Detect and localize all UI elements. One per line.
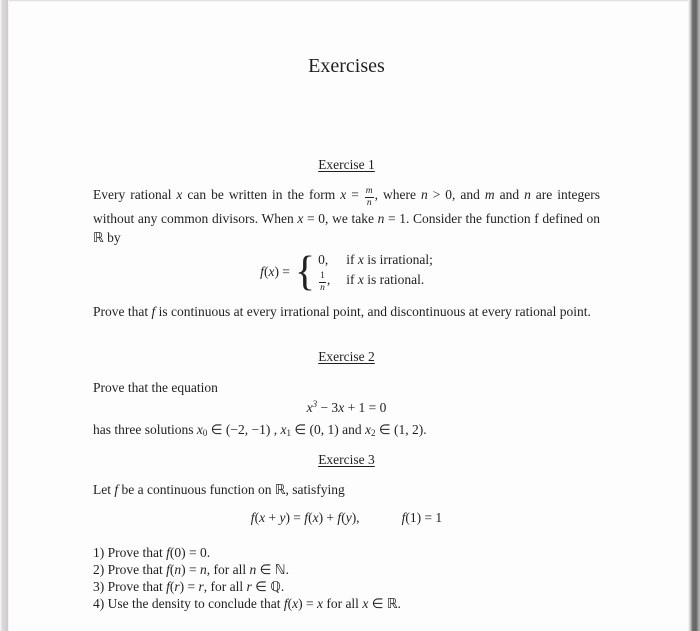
exercise-2-heading: Exercise 2: [318, 349, 375, 364]
left-brace: {: [294, 248, 316, 295]
exercise-1-prove-paragraph: Prove that f is continuous at every irrational point, and discontinuous at every rational point.: [93, 304, 591, 319]
list-item: 4) Use the density to conclude that f(x) = x for all x ∈ ℝ.: [93, 596, 401, 611]
list-item: 2) Prove that f(n) = n, for all n ∈ ℕ.: [93, 562, 289, 577]
piecewise-function-equation: [93, 250, 600, 294]
exercise-1-heading: Exercise 1: [318, 157, 375, 172]
case-2-condition: if x is rational.: [346, 272, 425, 287]
document-title: Exercises: [308, 55, 385, 77]
exercise-3-intro: Let f be a continuous function on ℝ, satisfying: [93, 482, 345, 497]
exercise-1-intro-paragraph: Every rational x can be written in the form x = $\frac{m}{n}$ , where n > 0, and m and n are integers without any common divisors. When x = 0, we take n = 1. Consider the function f defined on ℝ by: [93, 185, 601, 245]
exercise-3-task-list: [93, 544, 600, 612]
page-right-edge: [688, 0, 700, 631]
cubic-equation: $x^3 - 3x + 1 = 0$: [306, 399, 387, 415]
cases-rows: [318, 250, 433, 294]
list-item: 1) Prove that f(0) = 0.: [93, 545, 211, 560]
exercise-2-lead: Prove that the equation: [93, 380, 218, 395]
case-1-value: 0,: [318, 252, 329, 267]
page-left-edge: [0, 0, 9, 631]
case-2-value: $\frac{1}{n}$ ,: [320, 270, 331, 293]
exercise-3-heading: Exercise 3: [318, 452, 375, 467]
functional-equation: f(x + y) = f(x) + f(y), f(1) = 1: [250, 510, 443, 525]
exercise-2-solutions-line: has three solutions x0 ∈ (−2, −1) , x1 ∈ (0, 1) and x2 ∈ (1, 2).: [93, 422, 427, 438]
list-item: 3) Prove that f(r) = r, for all r ∈ ℚ.: [93, 579, 285, 594]
equation-lhs: f(x) =: [260, 264, 290, 280]
case-1-condition: if x is irrational;: [346, 252, 433, 267]
page-top-edge: [0, 0, 700, 2]
